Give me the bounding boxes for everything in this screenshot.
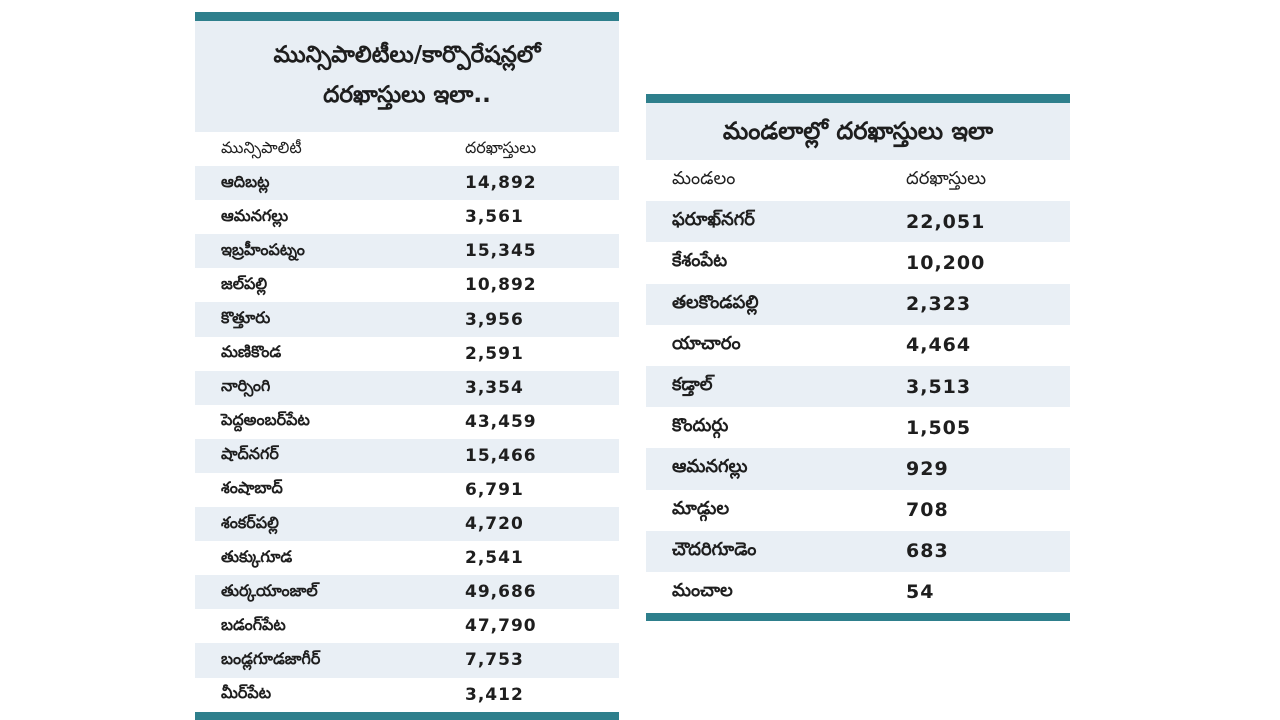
- table-row: [195, 609, 619, 643]
- row-value: 54: [906, 581, 935, 604]
- row-name: చౌదరిగూడెం: [672, 538, 757, 560]
- row-name: తలకొండపల్లి: [672, 291, 759, 313]
- row-value: 2,591: [465, 343, 524, 364]
- row-value: 708: [906, 499, 949, 522]
- table-row: [195, 166, 619, 200]
- row-name: తుక్కుగూడ: [221, 546, 293, 566]
- row-value: 3,561: [465, 207, 524, 228]
- top-accent-bar: [195, 12, 619, 21]
- row-name: తుర్కయాంజాల్: [221, 580, 318, 600]
- header-name: మండలం: [672, 168, 736, 190]
- table-row: [195, 507, 619, 541]
- row-value: 22,051: [906, 210, 986, 233]
- row-name: యాచారం: [672, 332, 741, 354]
- header-value: దరఖాస్తులు: [906, 168, 987, 190]
- row-value: 3,956: [465, 309, 524, 330]
- table-row: [195, 234, 619, 268]
- row-value: 15,466: [465, 445, 537, 466]
- mandals-table: [646, 94, 1070, 621]
- table-row: [646, 407, 1070, 448]
- row-value: 10,200: [906, 251, 986, 274]
- table-row: [195, 405, 619, 439]
- row-name: జల్‌పల్లి: [221, 273, 268, 293]
- row-name: శంషాబాద్: [221, 478, 283, 498]
- table-row: [646, 490, 1070, 531]
- row-value: 43,459: [465, 411, 537, 432]
- row-name: మంచాల: [672, 579, 733, 601]
- row-value: 6,791: [465, 479, 524, 500]
- row-name: కొందుర్గు: [672, 415, 729, 437]
- row-value: 3,412: [465, 684, 524, 705]
- table-row: [195, 200, 619, 234]
- row-name: మాడ్గుల: [672, 497, 730, 519]
- mandals-rows: [646, 160, 1070, 613]
- row-value: 2,323: [906, 293, 972, 316]
- table-row: [195, 678, 619, 712]
- row-name: నార్సింగి: [221, 376, 271, 396]
- table-row: [195, 337, 619, 371]
- mandals-table-title: మండలాల్లో దరఖాస్తులు ఇలా: [646, 103, 1070, 160]
- table-row: [646, 448, 1070, 489]
- table-row: [195, 439, 619, 473]
- municipalities-table: [195, 12, 619, 709]
- row-value: 14,892: [465, 173, 537, 194]
- row-name: శంకర్‌పల్లి: [221, 512, 279, 532]
- row-name: మణికొండ: [221, 342, 282, 362]
- top-accent-bar: [646, 94, 1070, 103]
- row-name: కేశంపేట: [672, 250, 728, 272]
- table-row: [195, 575, 619, 609]
- table-row: [195, 643, 619, 677]
- row-name: ఇబ్రహీంపట్నం: [221, 239, 305, 259]
- row-value: 2,541: [465, 548, 524, 569]
- row-value: 7,753: [465, 650, 524, 671]
- table-row: [646, 325, 1070, 366]
- bottom-accent-bar: [195, 712, 619, 720]
- row-value: 4,720: [465, 514, 524, 535]
- row-name: కొత్తూరు: [221, 308, 271, 328]
- table-row: [195, 541, 619, 575]
- row-name: మీర్‌పేట: [221, 683, 272, 703]
- table-row: [646, 201, 1070, 242]
- row-value: 3,354: [465, 377, 524, 398]
- table-row: [195, 473, 619, 507]
- row-name: ఆమనగల్లు: [221, 205, 289, 225]
- row-name: షాద్‌నగర్: [221, 444, 279, 464]
- title-line-1: మున్సిపాలిటీలు/కార్పొరేషన్లలో: [273, 42, 541, 68]
- row-value: 49,686: [465, 582, 537, 603]
- header-name: మున్సిపాలిటీ: [221, 137, 302, 157]
- row-value: 3,513: [906, 375, 972, 398]
- title-line-2: దరఖాస్తులు ఇలా..: [323, 82, 491, 108]
- row-name: బండ్లగూడజాగీర్: [221, 648, 321, 668]
- row-value: 929: [906, 457, 949, 480]
- row-value: 1,505: [906, 416, 972, 439]
- bottom-accent-bar: [646, 613, 1070, 621]
- table-row: [646, 531, 1070, 572]
- row-value: 47,790: [465, 616, 537, 637]
- municipalities-rows: [195, 132, 619, 712]
- row-name: బడంగ్‌పేట: [221, 614, 286, 634]
- header-value: దరఖాస్తులు: [465, 137, 537, 157]
- row-name: కడ్తాల్: [672, 374, 713, 396]
- row-value: 10,892: [465, 275, 537, 296]
- table-row: [646, 284, 1070, 325]
- table-row: [646, 572, 1070, 613]
- table-row: [195, 302, 619, 336]
- table-header-row: [195, 132, 619, 166]
- municipalities-table-title: [195, 21, 619, 132]
- table-row: [646, 242, 1070, 283]
- table-row: [646, 366, 1070, 407]
- table-header-row: [646, 160, 1070, 201]
- row-value: 4,464: [906, 334, 972, 357]
- row-name: ఫరూఖ్‌నగర్: [672, 209, 755, 231]
- table-row: [195, 371, 619, 405]
- row-value: 15,345: [465, 241, 537, 262]
- row-name: ఆదిబట్ల: [221, 171, 270, 191]
- row-name: ఆమనగల్లు: [672, 456, 748, 478]
- table-row: [195, 268, 619, 302]
- row-name: పెద్దఅంబర్‌పేట: [221, 410, 310, 430]
- row-value: 683: [906, 540, 949, 563]
